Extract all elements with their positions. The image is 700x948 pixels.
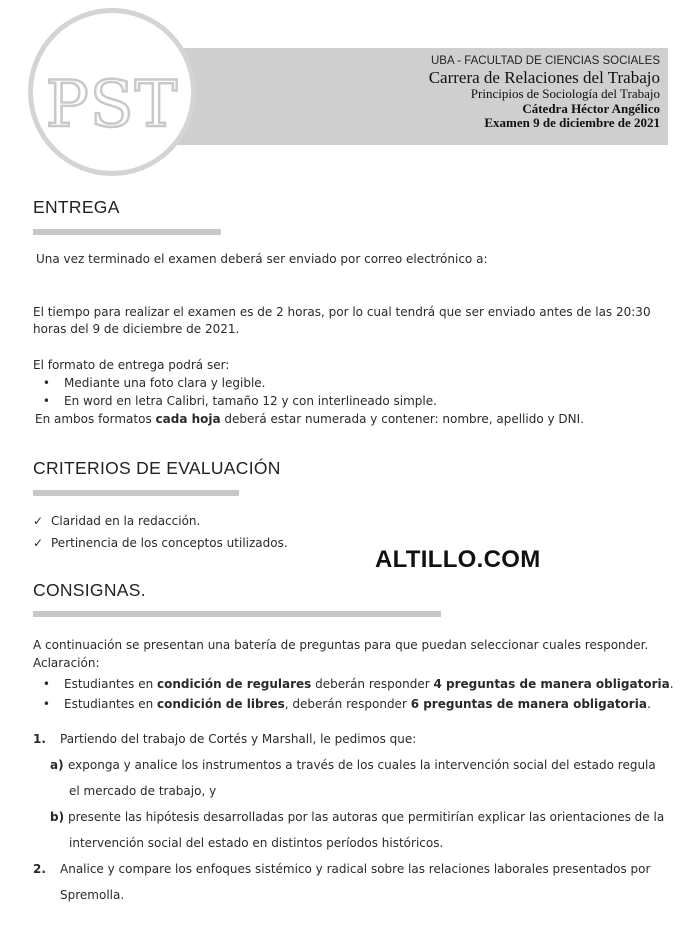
question-2-cont: Spremolla. [60,888,125,902]
question-2: 2. Analice y compare los enfoques sistémico y radical sobre las relaciones laborales presentados por [33,862,651,876]
list-item: • Mediante una foto clara y legible. [20,374,265,392]
section-title-criterios: CRITERIOS DE EVALUACIÓN [33,458,281,478]
section-divider [33,229,221,235]
list-item: • En word en letra Calibri, tamaño 12 y con interlineado simple. [20,392,437,410]
header-career: Carrera de Relaciones del Trabajo [428,68,660,87]
header-subject: Principios de Sociología del Trabajo [470,86,660,101]
section-divider [33,611,441,617]
header-university: UBA - FACULTAD DE CIENCIAS SOCIALES [431,55,660,67]
bullet-icon: • [42,697,50,711]
exam-header [150,48,668,145]
question-1-part-b-cont: intervención social del estado en distintos períodos históricos. [69,836,444,850]
question-1-part-a-cont: el mercado de trabajo, y [69,784,217,798]
section-divider [33,490,239,496]
entrega-email-text: Una vez terminado el examen deberá ser enviado por correo electrónico a: [36,252,488,266]
watermark: ALTILLO.COM [375,546,541,573]
entrega-time-line2: horas del 9 de diciembre de 2021. [33,322,240,336]
list-item: • Estudiantes en condición de regulares deberán responder 4 preguntas de manera obligatoria. [20,675,674,693]
pst-logo [28,8,196,176]
section-title-entrega: ENTREGA [33,197,120,217]
question-1-part-a: a) exponga y analice los instrumentos a través de los cuales la intervención social del estado regula [50,758,656,772]
check-icon: ✓ [33,536,44,550]
consignas-intro: A continuación se presentan una batería de preguntas para que puedan seleccionar cuales responder. [33,638,649,652]
header-chair: Cátedra Héctor Angélico [522,100,660,116]
entrega-format-text: El formato de entrega podrá ser: [33,358,230,372]
part-label: a) [50,758,64,772]
list-item: • Estudiantes en condición de libres, deberán responder 6 preguntas de manera obligatoria. [20,695,651,713]
consignas-aclaracion: Aclaración: [33,656,100,670]
bullet-icon: • [42,394,50,408]
section-title-consignas: CONSIGNAS. [33,580,146,600]
bullet-icon: • [42,376,50,390]
header-exam-date: Examen 9 de diciembre de 2021 [484,115,660,130]
list-item: ✓ Pertinencia de los conceptos utilizados. [33,536,288,550]
entrega-time-line1: El tiempo para realizar el examen es de 2 horas, por lo cual tendrá que ser enviado antes de las 20:30 [33,305,651,319]
entrega-format-note: En ambos formatos cada hoja deberá estar numerada y contener: nombre, apellido y DNI. [35,412,584,426]
list-item: ✓ Claridad en la redacción. [33,514,201,528]
part-label: b) [50,810,65,824]
question-1: 1. Partiendo del trabajo de Cortés y Marshall, le pedimos que: [33,732,417,746]
bullet-icon: • [42,677,50,691]
question-1-part-b: b) presente las hipótesis desarrolladas por las autoras que permitirían explicar las orientaciones de la [50,810,665,824]
question-number: 2. [33,862,46,876]
logo-text: PST [45,68,179,142]
check-icon: ✓ [33,514,44,528]
question-number: 1. [33,732,46,746]
